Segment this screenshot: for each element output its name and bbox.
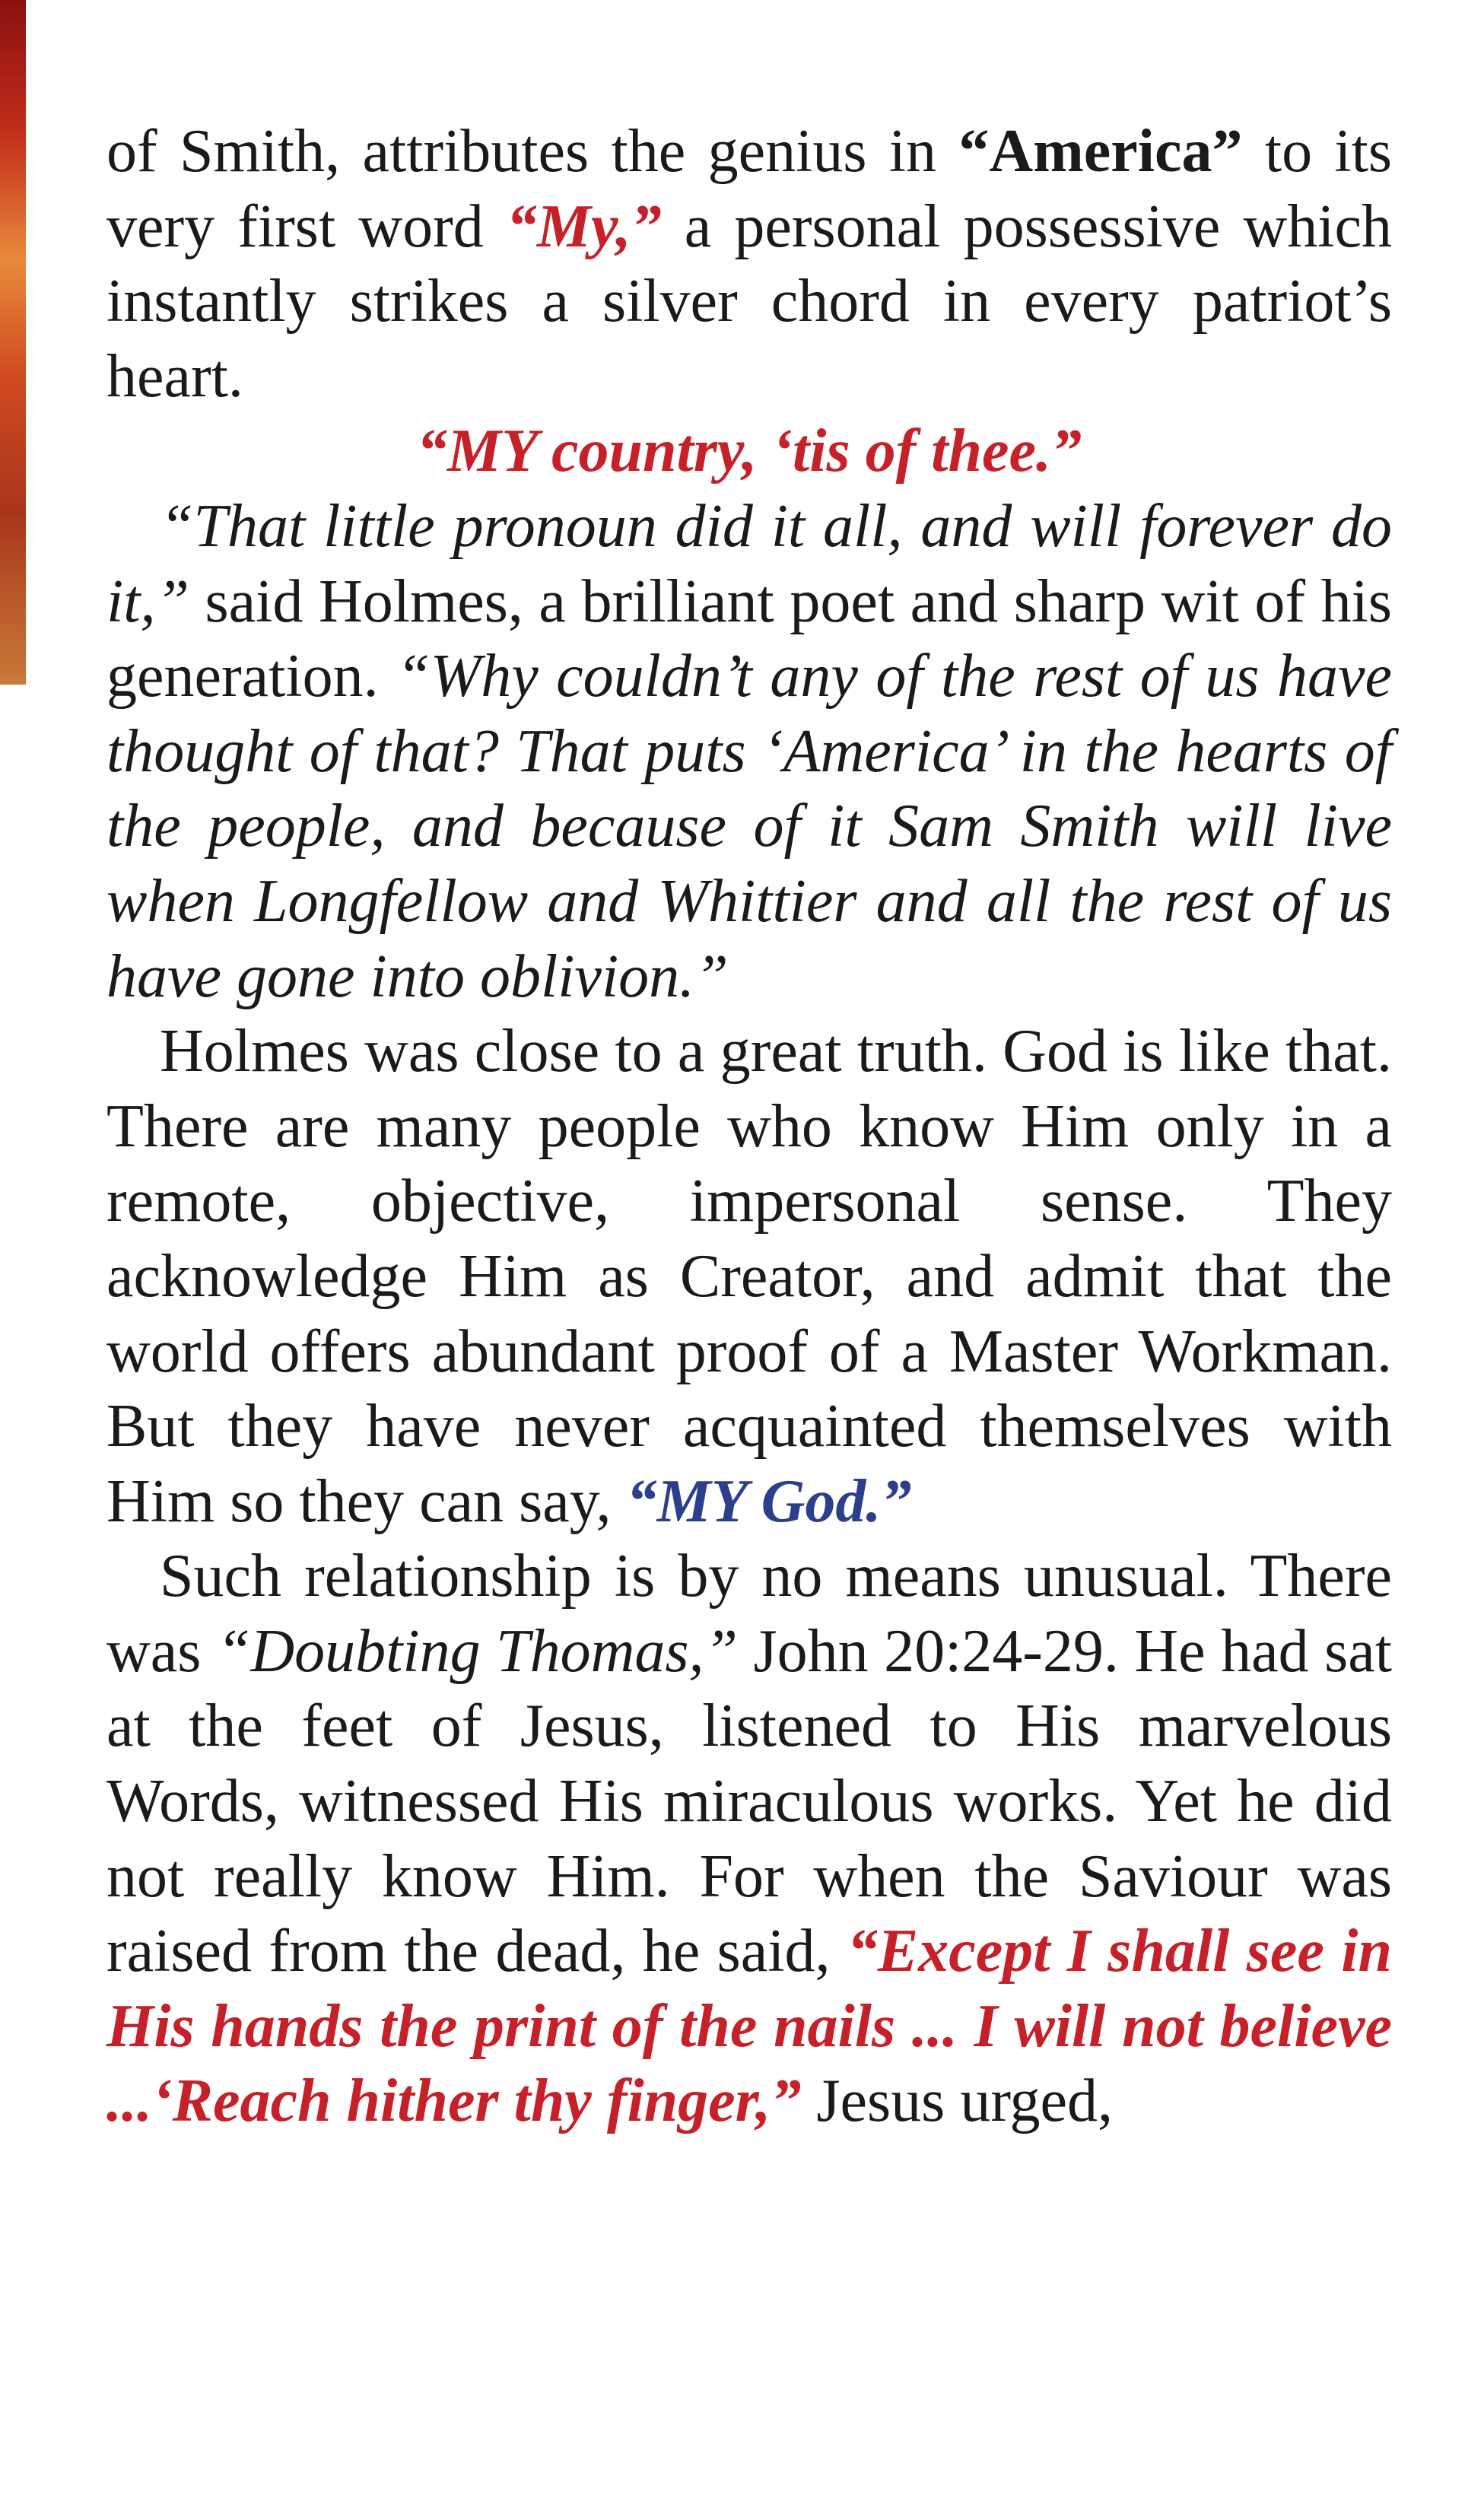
text-run: said Holmes, a brilliant poet and sharp wit of his generation. [106,567,1392,710]
page-edge-decoration [0,0,26,685]
text-run: John 20:24-29. He had sat at the feet of Jesus, listened to His marvelous Words, witnessed His miraculous works. Yet he did not really know Him. For when the Saviour was raised from the dead, he said, [106,1617,1393,1985]
text-run: to its very first word [106,118,1392,260]
text-run: a personal possessive which instantly strikes a silver chord in every patriot’s heart. [106,192,1392,410]
holmes-quote-1: “That little pronoun did it all, and will forever do it,” [106,492,1392,635]
text-run: Holmes was close to a great truth. God is like that. There are many people who know Him only in a remote, objective, impersonal sense. They acknowledge Him as Creator, and admit that the world offers abundant proof of a Master Workman. But they have never acquainted themselves with Him so they can say, [106,1018,1392,1535]
paragraph-smith [106,114,1392,414]
centered-quote: “MY country, ‘tis of thee.” [416,418,1082,485]
text-run: Such relationship is by no means unusual. There was [106,1543,1392,1685]
scripture-quote: “Except I shall see in His hands the print of the nails ... I will not believe ...‘Reach hither thy finger,” [106,1918,1392,2135]
paragraph-truth [106,1014,1392,1539]
paragraph-thomas [106,1539,1392,2139]
doubting-thomas: “Doubting Thomas,” [216,1617,738,1685]
holmes-quote-2: “Why couldn’t any of the rest of us have thought of that? That puts ‘America’ in the hearts of the people, and because of it Sam Smith will live when Longfellow and Whittier and all the rest of us have gone into oblivion.” [106,643,1392,1010]
document-page [106,114,1392,2139]
text-run: Jesus urged, [801,2068,1114,2135]
paragraph-holmes [106,489,1392,1014]
my-god-phrase: “MY God.” [626,1467,912,1535]
my-word: “My,” [506,192,662,260]
text-run: of Smith, attributes the genius in [106,118,959,185]
america-word: “America” [958,118,1243,185]
